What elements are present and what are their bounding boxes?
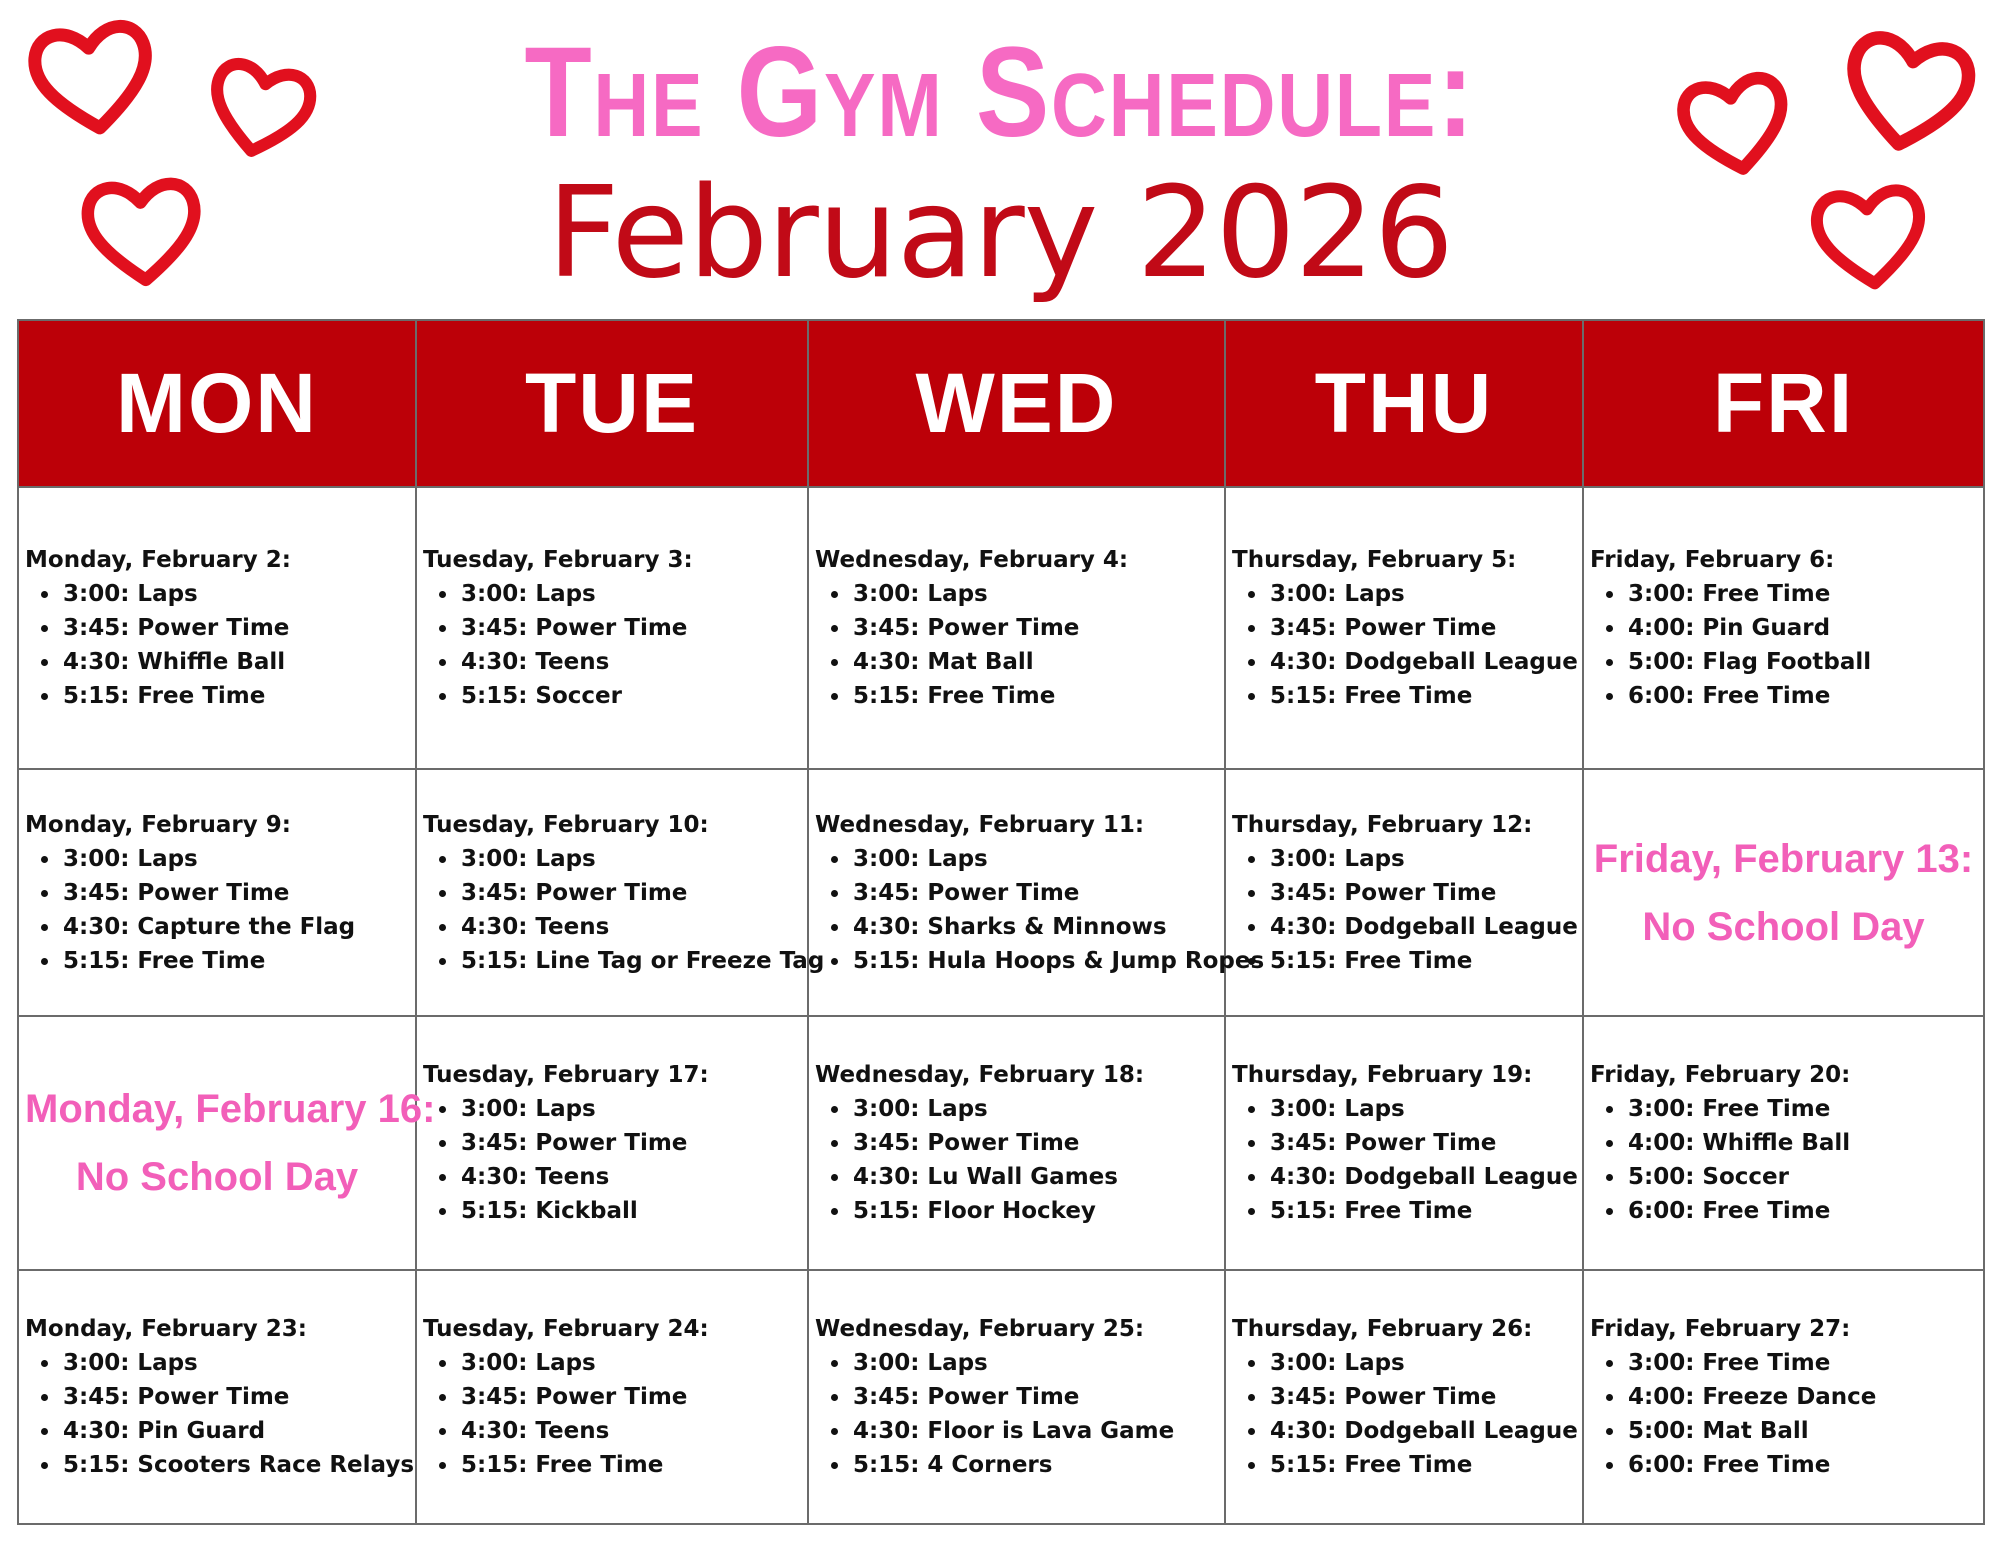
activity-item: • 6:00: Free Time xyxy=(1626,1194,1977,1228)
activity-list xyxy=(1232,842,1576,978)
activity-item: • 3:45: Power Time xyxy=(851,1380,1218,1414)
activity-list xyxy=(1590,1346,1977,1482)
day-heading: Wednesday, February 11: xyxy=(815,811,1145,838)
day-heading: Tuesday, February 24: xyxy=(423,1316,709,1342)
day-heading: Tuesday, February 17: xyxy=(423,1062,709,1088)
day-heading: Tuesday, February 10: xyxy=(423,811,709,838)
activity-item: • 3:45: Power Time xyxy=(851,1126,1218,1160)
activity-item: • 3:45: Power Time xyxy=(459,611,801,645)
day-cell xyxy=(1225,1270,1583,1524)
activity-list xyxy=(423,1092,801,1228)
activity-list xyxy=(25,577,409,713)
activity-list xyxy=(815,1346,1218,1482)
day-heading: Thursday, February 26: xyxy=(1232,1316,1533,1342)
page-title: The Gym Schedule: xyxy=(524,21,1476,164)
day-cell xyxy=(808,1270,1225,1524)
activity-item: • 3:45: Power Time xyxy=(1268,611,1576,645)
day-heading: Monday, February 23: xyxy=(25,1316,307,1342)
day-cell xyxy=(416,1016,808,1270)
activity-item: • 4:30: Dodgeball League xyxy=(1268,645,1576,679)
day-cell xyxy=(1225,487,1583,769)
day-heading: Wednesday, February 4: xyxy=(815,547,1129,573)
activity-item: • 5:15: Hula Hoops & Jump Ropes xyxy=(851,944,1218,978)
weekday-header-mon: MON xyxy=(18,320,416,487)
activity-item: • 4:30: Teens xyxy=(459,910,801,944)
weekday-header-fri: FRI xyxy=(1583,320,1984,487)
activity-item: • 5:15: Floor Hockey xyxy=(851,1194,1218,1228)
day-cell xyxy=(808,1016,1225,1270)
activity-list xyxy=(1232,577,1576,713)
activity-list xyxy=(25,1346,415,1482)
activity-item: • 4:30: Whiffle Ball xyxy=(61,645,409,679)
activity-item: • 5:15: Scooters Race Relays xyxy=(61,1448,409,1482)
activity-item: • 5:00: Mat Ball xyxy=(1626,1414,1977,1448)
activity-item: • 4:30: Pin Guard xyxy=(61,1414,409,1448)
day-cell xyxy=(416,487,808,769)
activity-item: • 4:30: Dodgeball League xyxy=(1268,1160,1576,1194)
activity-item: • 5:15: 4 Corners xyxy=(851,1448,1218,1482)
activity-list xyxy=(815,842,1265,978)
no-school-cell xyxy=(18,1016,436,1270)
activity-item: • 3:45: Power Time xyxy=(851,876,1218,910)
activity-item: • 3:00: Laps xyxy=(61,1346,409,1380)
activity-item: • 4:30: Dodgeball League xyxy=(1268,1414,1576,1448)
day-heading: Friday, February 20: xyxy=(1590,1062,1851,1088)
day-heading: Thursday, February 12: xyxy=(1232,811,1533,838)
activity-item: • 3:00: Laps xyxy=(1268,1346,1576,1380)
day-cell xyxy=(1225,1016,1583,1270)
activity-item: • 3:00: Laps xyxy=(61,842,409,876)
activity-item: • 5:15: Soccer xyxy=(459,679,801,713)
activity-item: • 4:30: Capture the Flag xyxy=(61,910,409,944)
activity-item: • 5:15: Kickball xyxy=(459,1194,801,1228)
activity-list xyxy=(25,842,409,978)
activity-item: • 6:00: Free Time xyxy=(1626,679,1977,713)
activity-item: • 3:00: Laps xyxy=(1268,577,1576,611)
day-heading: Wednesday, February 18: xyxy=(815,1062,1145,1088)
activity-item: • 4:30: Lu Wall Games xyxy=(851,1160,1218,1194)
weekday-header-row xyxy=(18,320,1984,487)
activity-item: • 3:00: Laps xyxy=(61,577,409,611)
week-row xyxy=(18,1270,1984,1524)
day-cell xyxy=(1583,1270,1984,1524)
week-row xyxy=(18,769,1984,1016)
page-subtitle: February 2026 xyxy=(546,159,1454,306)
activity-item: • 3:00: Laps xyxy=(459,1346,801,1380)
activity-item: • 5:15: Free Time xyxy=(1268,1194,1576,1228)
day-cell xyxy=(808,769,1265,1016)
activity-item: • 5:15: Free Time xyxy=(851,679,1218,713)
day-heading: Friday, February 27: xyxy=(1590,1316,1851,1342)
activity-list xyxy=(815,577,1218,713)
no-school-label: No School Day xyxy=(1642,904,1925,949)
activity-item: • 3:45: Power Time xyxy=(851,611,1218,645)
activity-list xyxy=(423,842,825,978)
activity-item: • 4:30: Mat Ball xyxy=(851,645,1218,679)
weekday-header-thu: THU xyxy=(1225,320,1583,487)
activity-item: • 4:30: Teens xyxy=(459,1414,801,1448)
day-cell xyxy=(18,1270,416,1524)
activity-item: • 3:00: Laps xyxy=(1268,1092,1576,1126)
activity-list xyxy=(1232,1092,1576,1228)
activity-list xyxy=(815,1092,1218,1228)
activity-item: • 3:45: Power Time xyxy=(1268,1380,1576,1414)
activity-item: • 4:00: Pin Guard xyxy=(1626,611,1977,645)
day-heading: Thursday, February 5: xyxy=(1232,547,1517,573)
activity-list xyxy=(423,1346,801,1482)
activity-item: • 3:00: Laps xyxy=(851,842,1218,876)
day-heading: Friday, February 6: xyxy=(1590,547,1835,573)
activity-item: • 5:15: Free Time xyxy=(1268,1448,1576,1482)
day-heading: Wednesday, February 25: xyxy=(815,1316,1145,1342)
day-cell xyxy=(18,769,416,1016)
activity-item: • 3:00: Laps xyxy=(459,1092,801,1126)
activity-item: • 5:00: Flag Football xyxy=(1626,645,1977,679)
activity-item: • 5:15: Free Time xyxy=(61,944,409,978)
activity-item: • 3:45: Power Time xyxy=(459,1126,801,1160)
day-heading: Tuesday, February 3: xyxy=(423,547,693,573)
activity-item: • 3:45: Power Time xyxy=(459,1380,801,1414)
activity-item: • 4:30: Floor is Lava Game xyxy=(851,1414,1218,1448)
activity-item: • 3:00: Free Time xyxy=(1626,1092,1977,1126)
day-cell xyxy=(808,487,1225,769)
activity-item: • 4:00: Whiffle Ball xyxy=(1626,1126,1977,1160)
activity-item: • 3:00: Laps xyxy=(1268,842,1576,876)
activity-item: • 5:15: Free Time xyxy=(1268,944,1576,978)
activity-item: • 4:00: Freeze Dance xyxy=(1626,1380,1977,1414)
activity-item: • 4:30: Teens xyxy=(459,645,801,679)
no-school-cell xyxy=(1583,769,1984,1016)
activity-item: • 3:00: Laps xyxy=(851,577,1218,611)
day-cell xyxy=(18,487,416,769)
day-heading: Thursday, February 19: xyxy=(1232,1062,1533,1088)
weekday-header-wed: WED xyxy=(808,320,1225,487)
activity-item: • 5:00: Soccer xyxy=(1626,1160,1977,1194)
day-cell xyxy=(416,769,825,1016)
day-heading: Monday, February 2: xyxy=(25,547,291,573)
heart-icon xyxy=(28,14,158,144)
no-school-date: Monday, February 16: xyxy=(25,1087,436,1131)
activity-item: • 3:45: Power Time xyxy=(1268,1126,1576,1160)
day-cell xyxy=(1583,1016,1984,1270)
activity-list xyxy=(423,577,801,713)
schedule-table xyxy=(17,319,1985,1525)
activity-item: • 5:15: Line Tag or Freeze Tag xyxy=(459,944,801,978)
activity-item: • 3:45: Power Time xyxy=(459,876,801,910)
weekday-header-tue: TUE xyxy=(416,320,808,487)
week-row xyxy=(18,1016,1984,1270)
day-heading: Monday, February 9: xyxy=(25,811,291,838)
activity-item: • 3:45: Power Time xyxy=(61,876,409,910)
activity-item: • 3:00: Laps xyxy=(851,1092,1218,1126)
activity-item: • 5:15: Free Time xyxy=(459,1448,801,1482)
activity-item: • 4:30: Teens xyxy=(459,1160,801,1194)
activity-item: • 4:30: Sharks & Minnows xyxy=(851,910,1218,944)
no-school-date: Friday, February 13: xyxy=(1593,836,1974,881)
activity-item: • 3:00: Laps xyxy=(851,1346,1218,1380)
activity-item: • 3:45: Power Time xyxy=(1268,876,1576,910)
activity-item: • 3:45: Power Time xyxy=(61,611,409,645)
heart-icon xyxy=(1840,26,1975,161)
activity-list xyxy=(1590,577,1977,713)
activity-item: • 4:30: Dodgeball League xyxy=(1268,910,1576,944)
activity-item: • 5:15: Free Time xyxy=(1268,679,1576,713)
activity-item: • 3:00: Free Time xyxy=(1626,577,1977,611)
week-row xyxy=(18,487,1984,769)
activity-item: • 6:00: Free Time xyxy=(1626,1448,1977,1482)
day-cell xyxy=(1583,487,1984,769)
activity-item: • 3:00: Laps xyxy=(459,842,801,876)
no-school-label: No School Day xyxy=(75,1155,359,1199)
day-cell xyxy=(416,1270,808,1524)
activity-list xyxy=(1590,1092,1977,1228)
activity-list xyxy=(1232,1346,1576,1482)
activity-item: • 3:00: Free Time xyxy=(1626,1346,1977,1380)
activity-item: • 3:45: Power Time xyxy=(61,1380,409,1414)
day-cell xyxy=(1225,769,1583,1016)
activity-item: • 3:00: Laps xyxy=(459,577,801,611)
activity-item: • 5:15: Free Time xyxy=(61,679,409,713)
